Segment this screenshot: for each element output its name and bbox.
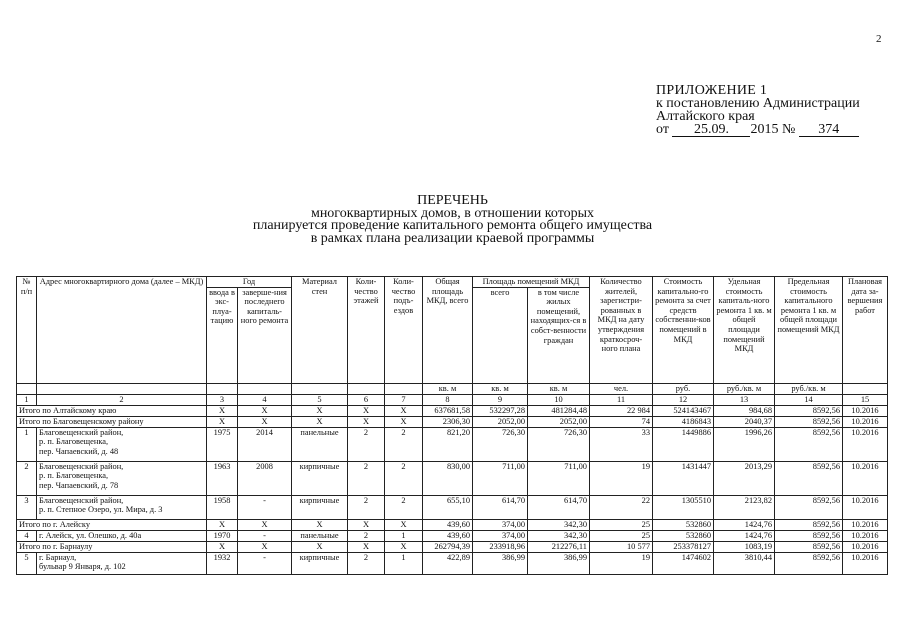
header-row-1 bbox=[17, 277, 888, 288]
cell-material: X bbox=[292, 405, 348, 416]
hdr-year-repair: заверше-ния последнего капиталь-ного ремонта bbox=[238, 287, 292, 383]
hdr-planned-date: Плановая дата за-вершения работ bbox=[843, 277, 888, 384]
cell-specific-cost: 1424,76 bbox=[714, 519, 775, 530]
cell-residents: 22 984 bbox=[590, 405, 653, 416]
table-row bbox=[17, 416, 888, 427]
cell-residents: 19 bbox=[590, 552, 653, 574]
cell-planned-date: 10.2016 bbox=[843, 461, 888, 495]
cell-planned-date: 10.2016 bbox=[843, 530, 888, 541]
cell-entrances: 2 bbox=[385, 427, 423, 461]
cell-floors: X bbox=[348, 519, 385, 530]
cell-year-repair: - bbox=[238, 530, 292, 541]
cell-material: панельные bbox=[292, 427, 348, 461]
cell-repair-cost: 524143467 bbox=[653, 405, 714, 416]
cell-specific-cost: 2040,37 bbox=[714, 416, 775, 427]
hdr-specific-cost: Удельная стоимость капиталь-ного ремонта 1 кв. м общей площади помещений МКД bbox=[714, 277, 775, 384]
hdr-residents: Количество жителей, зарегистри-рованных в МКД на дату утверждения краткосроч-ного плана bbox=[590, 277, 653, 384]
cell-entrances: X bbox=[385, 416, 423, 427]
cell-address bbox=[37, 530, 207, 541]
cell-specific-cost: 1424,76 bbox=[714, 530, 775, 541]
address-line: бульвар 9 Января, д. 102 bbox=[39, 562, 126, 572]
address-line: пер. Чапаевский, д. 78 bbox=[39, 480, 119, 490]
cell-premises-total: 233918,96 bbox=[473, 541, 528, 552]
column-number: 4 bbox=[238, 394, 292, 405]
cell-material: X bbox=[292, 541, 348, 552]
cell-address bbox=[37, 461, 207, 495]
cell-planned-date: 10.2016 bbox=[843, 541, 888, 552]
cell-limit-cost: 8592,56 bbox=[775, 519, 843, 530]
cell-planned-date: 10.2016 bbox=[843, 405, 888, 416]
number-sign: № bbox=[781, 122, 796, 137]
address-line: р. п. Степное Озеро, ул. Мира, д. 3 bbox=[39, 505, 163, 515]
hdr-limit-cost: Предельная стоимость капитального ремонта 1 кв. м общей площади помещений МКД bbox=[775, 277, 843, 384]
cell-entrances: 2 bbox=[385, 461, 423, 495]
from-label: от bbox=[656, 122, 669, 137]
cell-premises-residential: 2052,00 bbox=[528, 416, 590, 427]
unit-cell: чел. bbox=[590, 383, 653, 394]
cell-premises-residential: 726,30 bbox=[528, 427, 590, 461]
hdr-repair-cost: Стоимость капитально-го ремонта за счет средств собственни-ков помещений в МКД bbox=[653, 277, 714, 384]
cell-premises-residential: 212276,11 bbox=[528, 541, 590, 552]
cell-premises-residential: 342,30 bbox=[528, 519, 590, 530]
cell-planned-date: 10.2016 bbox=[843, 427, 888, 461]
appendix-line-3: Алтайского края bbox=[656, 109, 755, 124]
cell-material: кирпичные bbox=[292, 461, 348, 495]
column-number: 15 bbox=[843, 394, 888, 405]
cell-premises-total: 2052,00 bbox=[473, 416, 528, 427]
cell-year-commission: 1958 bbox=[207, 495, 238, 519]
cell-repair-cost: 4186843 bbox=[653, 416, 714, 427]
cell-limit-cost: 8592,56 bbox=[775, 427, 843, 461]
address-line: г. Барнаул, bbox=[39, 552, 77, 562]
cell-year-commission: X bbox=[207, 405, 238, 416]
total-label: Итого по г. Барнаулу bbox=[17, 541, 207, 552]
cell-material: X bbox=[292, 519, 348, 530]
cell-premises-residential: 386,99 bbox=[528, 552, 590, 574]
cell-year-repair: X bbox=[238, 416, 292, 427]
cell-premises-total: 374,00 bbox=[473, 519, 528, 530]
column-number: 9 bbox=[473, 394, 528, 405]
cell-entrances: 1 bbox=[385, 530, 423, 541]
cell-specific-cost: 3810,44 bbox=[714, 552, 775, 574]
column-number: 11 bbox=[590, 394, 653, 405]
units-row bbox=[17, 383, 888, 394]
cell-total-area: 2306,30 bbox=[423, 416, 473, 427]
cell-residents: 19 bbox=[590, 461, 653, 495]
cell-repair-cost: 1431447 bbox=[653, 461, 714, 495]
cell-num: 4 bbox=[17, 530, 37, 541]
cell-repair-cost: 532860 bbox=[653, 530, 714, 541]
unit-cell: руб./кв. м bbox=[775, 383, 843, 394]
cell-planned-date: 10.2016 bbox=[843, 519, 888, 530]
address-line: пер. Чапаевский, д. 48 bbox=[39, 446, 119, 456]
column-number: 2 bbox=[37, 394, 207, 405]
cell-address bbox=[37, 495, 207, 519]
cell-entrances: X bbox=[385, 541, 423, 552]
cell-limit-cost: 8592,56 bbox=[775, 495, 843, 519]
address-line: г. Алейск, ул. Олешко, д. 40а bbox=[39, 530, 142, 540]
title-line-2: многоквартирных домов, в отношении которых bbox=[310, 205, 595, 221]
cell-floors: X bbox=[348, 541, 385, 552]
cell-year-repair: 2014 bbox=[238, 427, 292, 461]
cell-year-repair: - bbox=[238, 552, 292, 574]
cell-specific-cost: 1996,26 bbox=[714, 427, 775, 461]
cell-year-commission: X bbox=[207, 416, 238, 427]
table-row bbox=[17, 552, 888, 574]
hdr-premises-group: Площадь помещений МКД bbox=[473, 277, 590, 288]
unit-cell: кв. м bbox=[473, 383, 528, 394]
cell-premises-total: 532297,28 bbox=[473, 405, 528, 416]
cell-floors: X bbox=[348, 405, 385, 416]
cell-entrances: 1 bbox=[385, 552, 423, 574]
unit-cell: руб. bbox=[653, 383, 714, 394]
cell-floors: 2 bbox=[348, 427, 385, 461]
cell-year-commission: X bbox=[207, 541, 238, 552]
table-row bbox=[17, 541, 888, 552]
cell-premises-total: 711,00 bbox=[473, 461, 528, 495]
cell-planned-date: 10.2016 bbox=[843, 416, 888, 427]
table-row bbox=[17, 405, 888, 416]
cell-planned-date: 10.2016 bbox=[843, 495, 888, 519]
cell-specific-cost: 1083,19 bbox=[714, 541, 775, 552]
cell-premises-residential: 711,00 bbox=[528, 461, 590, 495]
appendix-line-2: к постановлению Администрации bbox=[656, 96, 860, 111]
table-row bbox=[17, 427, 888, 461]
column-number: 5 bbox=[292, 394, 348, 405]
cell-total-area: 439,60 bbox=[423, 530, 473, 541]
title-line-3: планируется проведение капитального ремонта общего имущества bbox=[252, 218, 653, 233]
cell-year-repair: X bbox=[238, 541, 292, 552]
cell-total-area: 262794,39 bbox=[423, 541, 473, 552]
cell-floors: 2 bbox=[348, 461, 385, 495]
cell-year-commission: X bbox=[207, 519, 238, 530]
unit-cell: кв. м bbox=[423, 383, 473, 394]
cell-material: панельные bbox=[292, 530, 348, 541]
cell-specific-cost: 984,68 bbox=[714, 405, 775, 416]
table-row bbox=[17, 519, 888, 530]
cell-repair-cost: 1474602 bbox=[653, 552, 714, 574]
column-number: 8 bbox=[423, 394, 473, 405]
cell-total-area: 655,10 bbox=[423, 495, 473, 519]
houses-table bbox=[16, 276, 888, 575]
cell-premises-residential: 342,30 bbox=[528, 530, 590, 541]
hdr-material: Материал стен bbox=[292, 277, 348, 384]
cell-total-area: 439,60 bbox=[423, 519, 473, 530]
cell-premises-total: 386,99 bbox=[473, 552, 528, 574]
cell-num: 5 bbox=[17, 552, 37, 574]
cell-premises-total: 374,00 bbox=[473, 530, 528, 541]
cell-limit-cost: 8592,56 bbox=[775, 416, 843, 427]
cell-limit-cost: 8592,56 bbox=[775, 530, 843, 541]
address-line: Благовещенский район, bbox=[39, 427, 124, 437]
cell-repair-cost: 1449886 bbox=[653, 427, 714, 461]
cell-num: 3 bbox=[17, 495, 37, 519]
appendix-block bbox=[656, 84, 860, 137]
cell-total-area: 422,89 bbox=[423, 552, 473, 574]
cell-material: кирпичные bbox=[292, 552, 348, 574]
resolution-number: 374 bbox=[799, 124, 859, 137]
cell-num: 1 bbox=[17, 427, 37, 461]
column-number: 10 bbox=[528, 394, 590, 405]
appendix-date-line bbox=[656, 123, 860, 137]
cell-year-commission: 1970 bbox=[207, 530, 238, 541]
column-number: 12 bbox=[653, 394, 714, 405]
table-row bbox=[17, 530, 888, 541]
cell-material: X bbox=[292, 416, 348, 427]
cell-residents: 25 bbox=[590, 530, 653, 541]
cell-total-area: 637681,58 bbox=[423, 405, 473, 416]
cell-limit-cost: 8592,56 bbox=[775, 541, 843, 552]
cell-repair-cost: 1305510 bbox=[653, 495, 714, 519]
cell-limit-cost: 8592,56 bbox=[775, 552, 843, 574]
cell-premises-residential: 481284,48 bbox=[528, 405, 590, 416]
column-number: 1 bbox=[17, 394, 37, 405]
cell-floors: 2 bbox=[348, 552, 385, 574]
hdr-floors: Коли-чество этажей bbox=[348, 277, 385, 384]
column-numbers-row bbox=[17, 394, 888, 405]
hdr-entrances: Коли-чество подъ-ездов bbox=[385, 277, 423, 384]
cell-specific-cost: 2013,29 bbox=[714, 461, 775, 495]
hdr-year-group: Год bbox=[207, 277, 292, 288]
cell-total-area: 830,00 bbox=[423, 461, 473, 495]
hdr-premises-total: всего bbox=[473, 287, 528, 383]
cell-year-repair: X bbox=[238, 519, 292, 530]
resolution-year: 2015 bbox=[750, 122, 779, 137]
title-line-4: в рамках плана реализации краевой программы bbox=[310, 230, 595, 246]
cell-residents: 10 577 bbox=[590, 541, 653, 552]
title-line-1: ПЕРЕЧЕНЬ bbox=[417, 193, 488, 208]
address-line: Благовещенский район, bbox=[39, 461, 124, 471]
cell-floors: 2 bbox=[348, 495, 385, 519]
cell-entrances: X bbox=[385, 519, 423, 530]
cell-premises-residential: 614,70 bbox=[528, 495, 590, 519]
cell-repair-cost: 253378127 bbox=[653, 541, 714, 552]
address-line: Благовещенский район, bbox=[39, 495, 124, 505]
table-row bbox=[17, 495, 888, 519]
cell-total-area: 821,20 bbox=[423, 427, 473, 461]
hdr-address: Адрес многоквартирного дома (далее – МКД) bbox=[37, 277, 207, 384]
cell-residents: 22 bbox=[590, 495, 653, 519]
cell-residents: 33 bbox=[590, 427, 653, 461]
cell-floors: X bbox=[348, 416, 385, 427]
hdr-num: № п/п bbox=[17, 277, 37, 384]
cell-num: 2 bbox=[17, 461, 37, 495]
unit-cell: руб./кв. м bbox=[714, 383, 775, 394]
column-number: 7 bbox=[385, 394, 423, 405]
address-line: р. п. Благовещенка, bbox=[39, 437, 109, 447]
cell-year-commission: 1975 bbox=[207, 427, 238, 461]
unit-cell: кв. м bbox=[528, 383, 590, 394]
cell-year-repair: 2008 bbox=[238, 461, 292, 495]
cell-year-commission: 1963 bbox=[207, 461, 238, 495]
total-label: Итого по Благовещенскому району bbox=[17, 416, 207, 427]
cell-premises-total: 726,30 bbox=[473, 427, 528, 461]
hdr-year-commission: ввода в экс-плуа-тацию bbox=[207, 287, 238, 383]
cell-premises-total: 614,70 bbox=[473, 495, 528, 519]
cell-repair-cost: 532860 bbox=[653, 519, 714, 530]
column-number: 14 bbox=[775, 394, 843, 405]
hdr-premises-residential: в том числе жилых помещений, находящих-ся в собст-венности граждан bbox=[528, 287, 590, 383]
column-number: 6 bbox=[348, 394, 385, 405]
document-title bbox=[0, 195, 905, 245]
address-line: р. п. Благовещенка, bbox=[39, 471, 109, 481]
cell-specific-cost: 2123,82 bbox=[714, 495, 775, 519]
cell-residents: 25 bbox=[590, 519, 653, 530]
table-row bbox=[17, 461, 888, 495]
cell-address bbox=[37, 427, 207, 461]
cell-entrances: X bbox=[385, 405, 423, 416]
page-number: 2 bbox=[876, 33, 882, 45]
cell-year-repair: X bbox=[238, 405, 292, 416]
column-number: 3 bbox=[207, 394, 238, 405]
cell-floors: 2 bbox=[348, 530, 385, 541]
cell-year-repair: - bbox=[238, 495, 292, 519]
total-label: Итого по г. Алейску bbox=[17, 519, 207, 530]
cell-entrances: 2 bbox=[385, 495, 423, 519]
cell-limit-cost: 8592,56 bbox=[775, 405, 843, 416]
cell-planned-date: 10.2016 bbox=[843, 552, 888, 574]
cell-address bbox=[37, 552, 207, 574]
cell-residents: 74 bbox=[590, 416, 653, 427]
cell-material: кирпичные bbox=[292, 495, 348, 519]
total-label: Итого по Алтайскому краю bbox=[17, 405, 207, 416]
cell-year-commission: 1932 bbox=[207, 552, 238, 574]
cell-limit-cost: 8592,56 bbox=[775, 461, 843, 495]
appendix-title: ПРИЛОЖЕНИЕ 1 bbox=[656, 83, 768, 98]
column-number: 13 bbox=[714, 394, 775, 405]
hdr-total-area: Общая площадь МКД, всего bbox=[423, 277, 473, 384]
resolution-date: 25.09. bbox=[672, 124, 750, 137]
